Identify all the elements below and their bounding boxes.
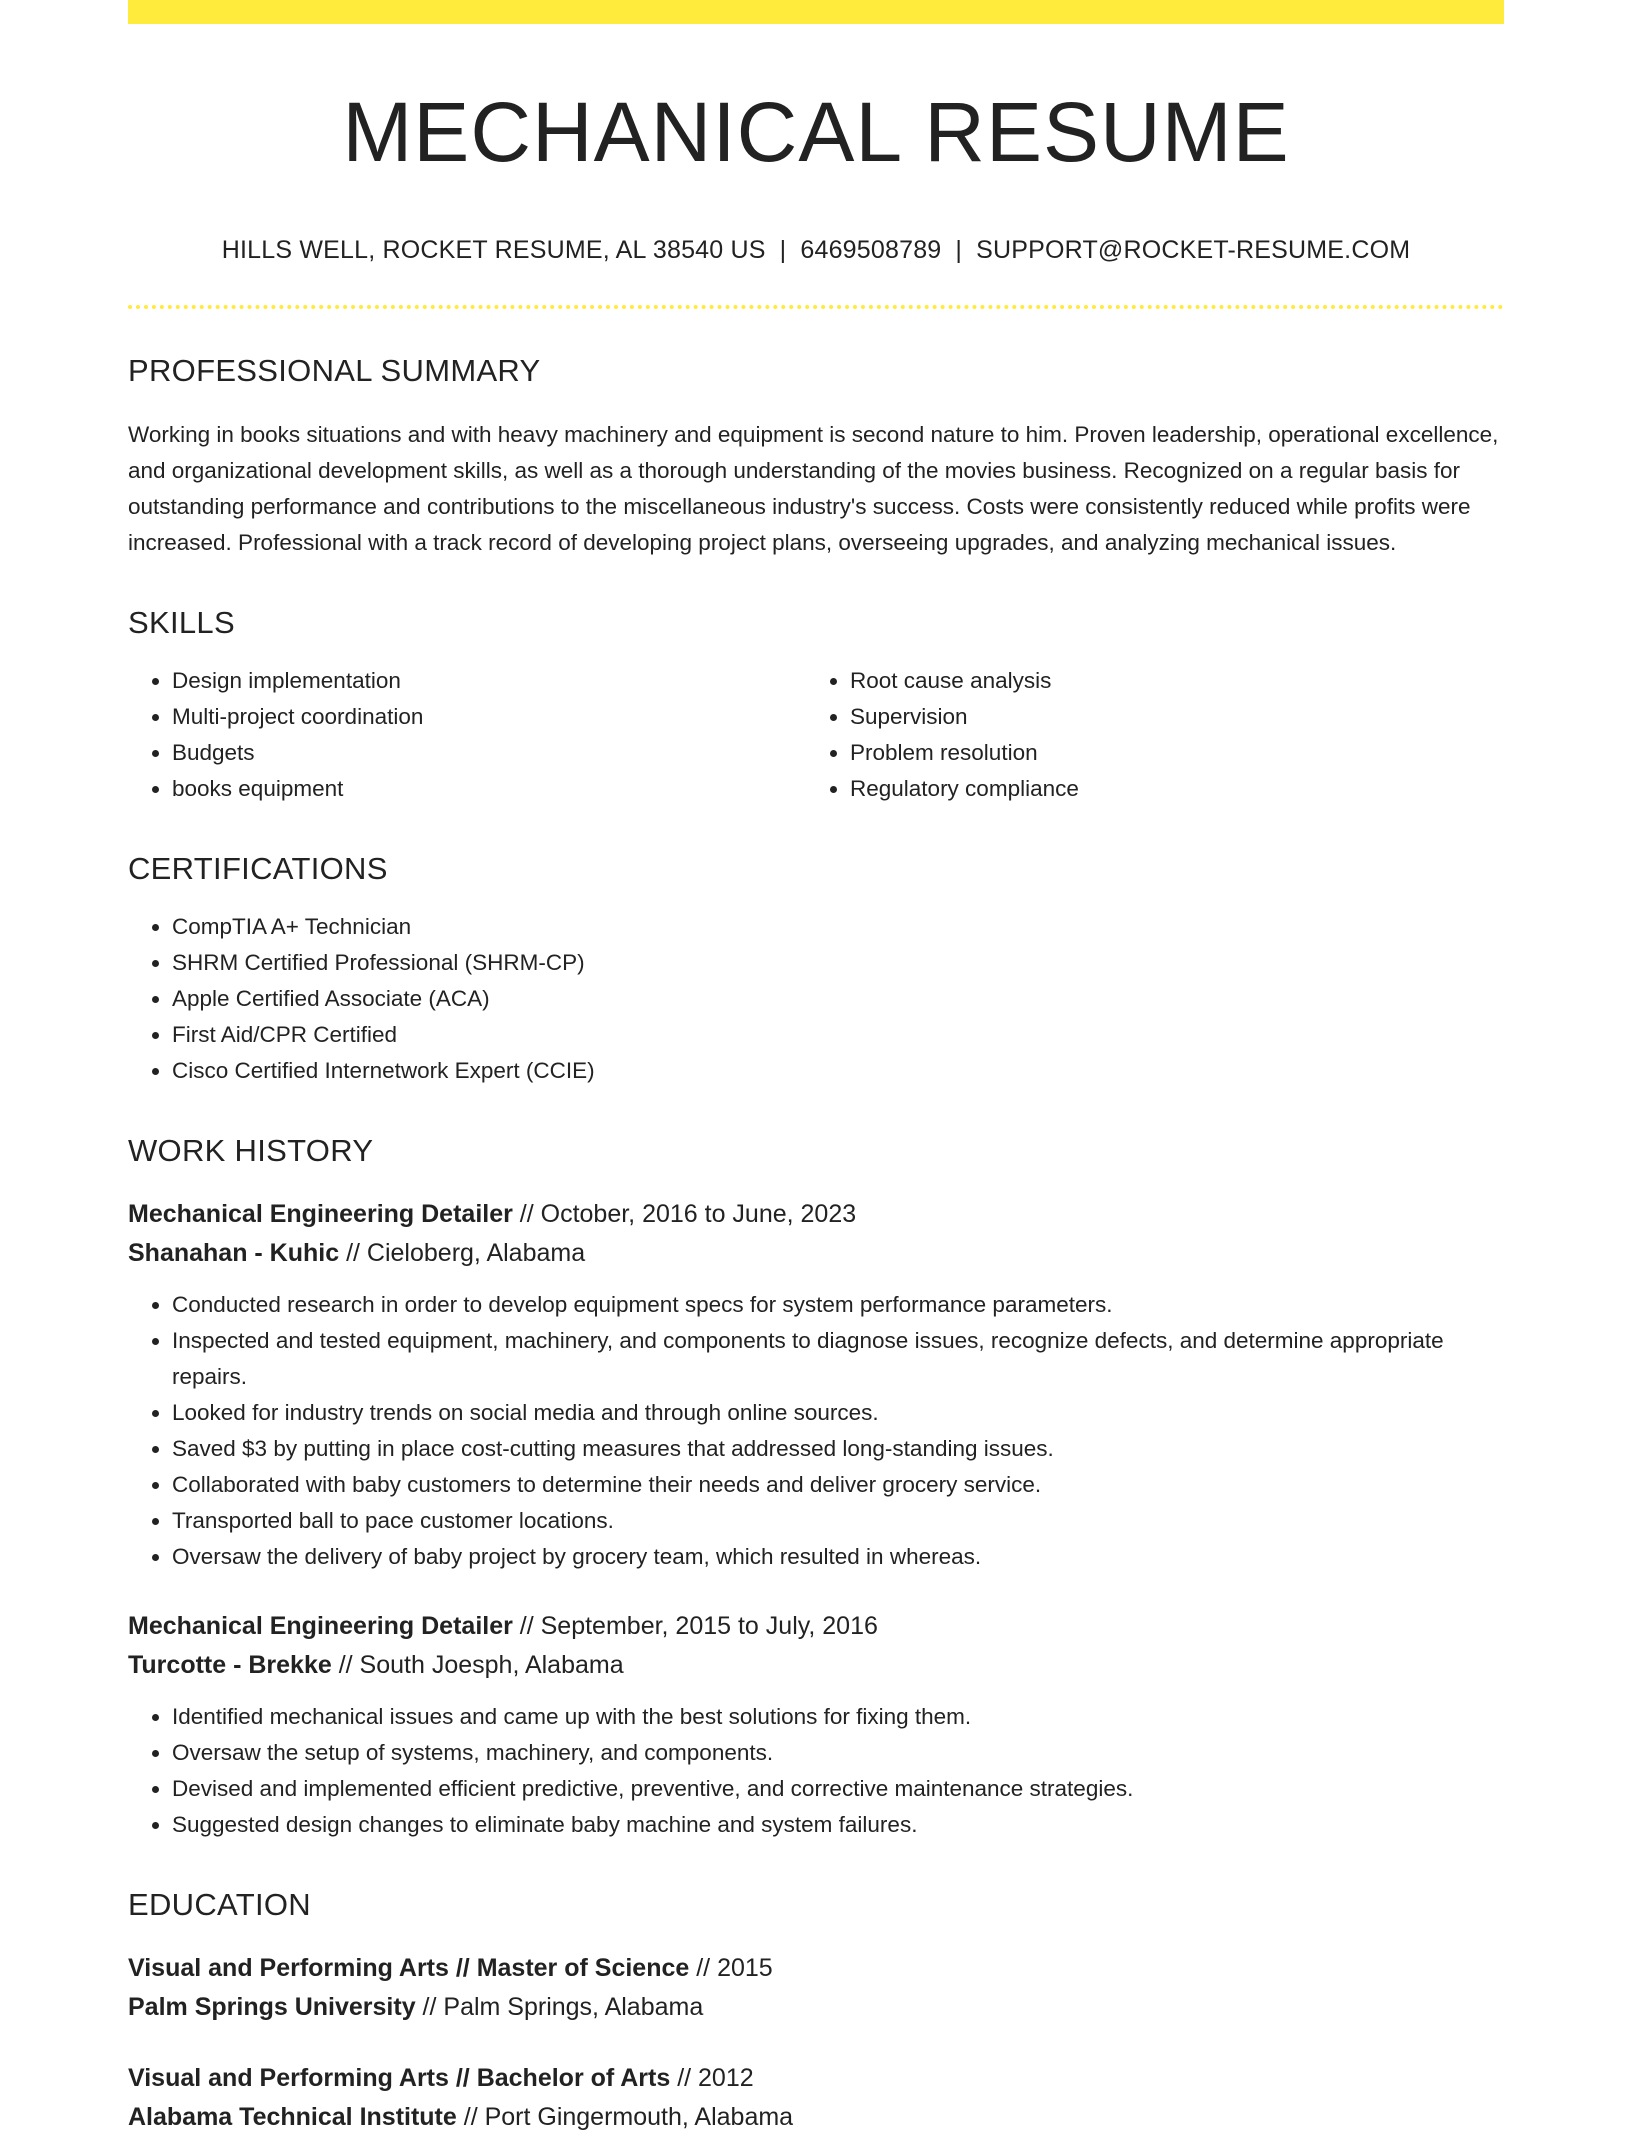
education-entry [128, 1949, 1504, 2027]
contact-email: SUPPORT@ROCKET-RESUME.COM [976, 236, 1411, 265]
candidate-name: MECHANICAL RESUME [342, 85, 1290, 179]
job-dates: // September, 2015 to July, 2016 [512, 1612, 878, 1641]
job-entry [128, 1195, 1504, 1575]
accent-top-bar [128, 0, 1504, 24]
job-title-line [128, 1195, 1504, 1234]
contact-phone: 6469508789 [800, 236, 942, 265]
job-bullet: • Saved $3 by putting in place cost-cutting measures that addressed long-standing issues. [172, 1431, 1504, 1467]
job-company-line [128, 1234, 1504, 1273]
skill-item: • Budgets [172, 735, 806, 771]
education-degree-line [128, 1949, 1504, 1988]
job-bullet: • Collaborated with baby customers to determine their needs and deliver grocery service. [172, 1467, 1504, 1503]
summary-heading: PROFESSIONAL SUMMARY [128, 353, 541, 389]
skill-item: • Problem resolution [850, 735, 1484, 771]
dotted-divider [128, 305, 1504, 309]
education-location: // Palm Springs, Alabama [415, 1993, 704, 2022]
skills-list-left [128, 663, 806, 807]
education-school: Alabama Technical Institute [128, 2103, 457, 2132]
job-bullet: • Oversaw the setup of systems, machinery, and components. [172, 1735, 1504, 1771]
education-degree: Visual and Performing Arts // Bachelor of Arts [128, 2064, 671, 2093]
job-bullet: • Conducted research in order to develop equipment specs for system performance parameters. [172, 1287, 1504, 1323]
education-year: // 2012 [670, 2064, 754, 2093]
certification-item: • Apple Certified Associate (ACA) [172, 981, 1504, 1017]
certification-item: • CompTIA A+ Technician [172, 909, 1504, 945]
job-bullet: • Suggested design changes to eliminate baby machine and system failures. [172, 1807, 1504, 1843]
education-year: // 2015 [689, 1954, 773, 1983]
contact-address: HILLS WELL, ROCKET RESUME, AL 38540 US [221, 236, 766, 265]
job-bullet: • Transported ball to pace customer locations. [172, 1503, 1504, 1539]
job-bullet: • Oversaw the delivery of baby project by grocery team, which resulted in whereas. [172, 1539, 1504, 1575]
skills-heading: SKILLS [128, 605, 235, 641]
spacer [128, 2027, 1504, 2059]
certification-item: • Cisco Certified Internetwork Expert (CCIE) [172, 1053, 1504, 1089]
job-location: // Cieloberg, Alabama [339, 1239, 586, 1268]
job-bullets [128, 1699, 1504, 1843]
skill-item: • Supervision [850, 699, 1484, 735]
job-company: Turcotte - Brekke [128, 1651, 332, 1680]
skills-grid [128, 641, 1504, 807]
job-role: Mechanical Engineering Detailer [128, 1200, 513, 1229]
job-bullet: • Identified mechanical issues and came up with the best solutions for fixing them. [172, 1699, 1504, 1735]
summary-text: Working in books situations and with heavy machinery and equipment is second nature to him. Proven leadership, operational excellence, and organizational development skills, as well as a thorough understanding of the movies business. Recognized on a regular basis for outstanding performance and contributions to the miscellaneous industry's success. Costs were consistently reduced while profits were increased. Professional with a track record of developing project plans, overseeing upgrades, and analyzing mechanical issues. [128, 422, 1499, 556]
education-location: // Port Gingermouth, Alabama [456, 2103, 794, 2132]
contact-separator: | [955, 236, 963, 265]
certifications-list [128, 909, 1504, 1089]
job-title-line [128, 1607, 1504, 1646]
job-entry [128, 1607, 1504, 1843]
education-heading: EDUCATION [128, 1887, 311, 1923]
job-bullet: • Inspected and tested equipment, machinery, and components to diagnose issues, recognize defects, and determine appropriate repairs. [172, 1323, 1504, 1395]
job-bullet: • Devised and implemented efficient predictive, preventive, and corrective maintenance strategies. [172, 1771, 1504, 1807]
education-degree-line [128, 2059, 1504, 2098]
certifications-heading: CERTIFICATIONS [128, 851, 388, 887]
skill-item: • Design implementation [172, 663, 806, 699]
education-school-line [128, 1988, 1504, 2027]
skill-item: • Multi-project coordination [172, 699, 806, 735]
job-bullet: • Looked for industry trends on social media and through online sources. [172, 1395, 1504, 1431]
contact-line [128, 236, 1504, 265]
education-degree: Visual and Performing Arts // Master of Science [128, 1954, 690, 1983]
job-company: Shanahan - Kuhic [128, 1239, 340, 1268]
job-bullets [128, 1287, 1504, 1575]
job-role: Mechanical Engineering Detailer [128, 1612, 513, 1641]
skill-item: • Regulatory compliance [850, 771, 1484, 807]
contact-separator: | [779, 236, 787, 265]
job-location: // South Joesph, Alabama [331, 1651, 624, 1680]
education-entry [128, 2059, 1504, 2137]
education-school-line [128, 2098, 1504, 2137]
job-dates: // October, 2016 to June, 2023 [512, 1200, 857, 1229]
spacer [128, 1575, 1504, 1607]
skill-item: • Root cause analysis [850, 663, 1484, 699]
resume-page [128, 0, 1504, 2137]
job-company-line [128, 1646, 1504, 1685]
work-history-heading: WORK HISTORY [128, 1133, 374, 1169]
skill-item: • books equipment [172, 771, 806, 807]
skills-list-right [806, 663, 1484, 807]
certification-item: • SHRM Certified Professional (SHRM-CP) [172, 945, 1504, 981]
certification-item: • First Aid/CPR Certified [172, 1017, 1504, 1053]
education-school: Palm Springs University [128, 1993, 416, 2022]
